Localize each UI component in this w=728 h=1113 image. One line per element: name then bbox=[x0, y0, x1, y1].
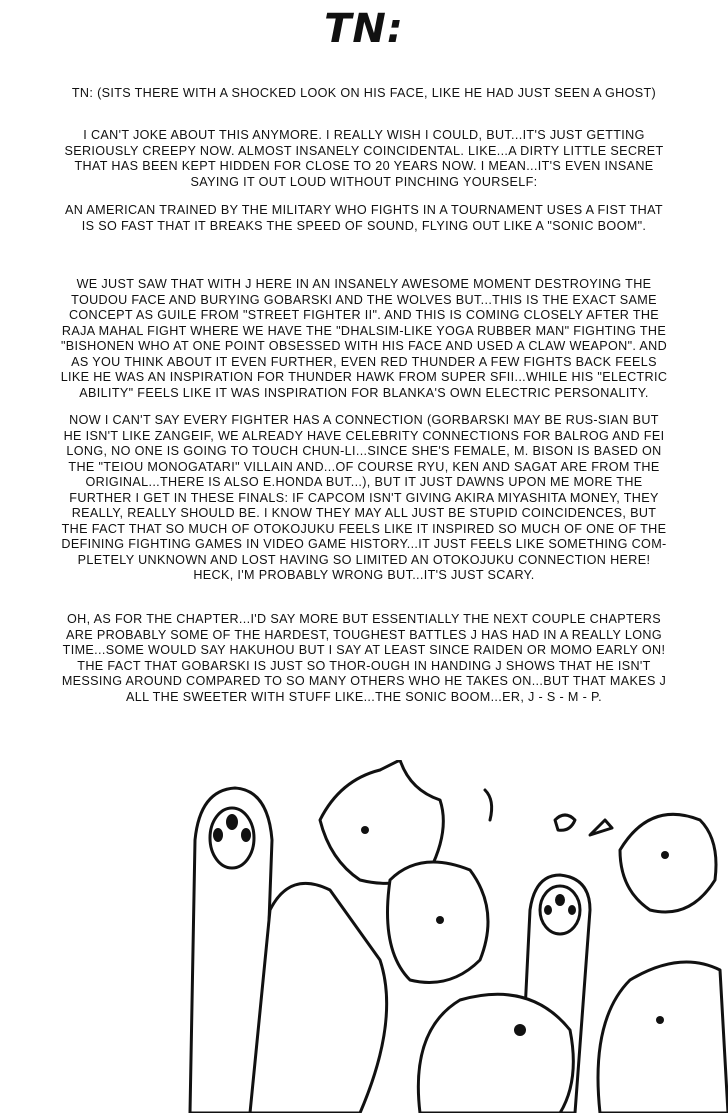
paragraph-3: AN AMERICAN TRAINED BY THE MILITARY WHO FIGHTS IN A TOURNAMENT USES A FIST THAT IS SO FAST THAT IT BREAKS THE SPEED OF SOUND, FLYING OUT LIKE A "SONIC BOOM". bbox=[65, 203, 663, 233]
wolf-head-bottom bbox=[418, 994, 573, 1113]
paragraph-4: WE JUST SAW THAT WITH J HERE IN AN INSANELY AWESOME MOMENT DESTROYING THE TOUDOU FACE AND BURYING GOBARSKI AND THE WOLVES BUT...THIS IS THE EXACT SAME CONCEPT AS GUILE FROM "STREET FIGHTER II". AND THIS IS COMING CLOSELY AFTER THE RAJA MAHAL FIGHT WHERE WE HAVE THE "DHALSIM-LIKE YOGA RUBBER MAN" FIGHTING THE "BISHONEN WHO AT ONE POINT OBSESSED WITH HIS FACE AND USED A CLAW WEAPON". AND AS YOU THINK ABOUT IT EVEN FURTHER, EVEN RED THUNDER A FEW FIGHTS BACK FEELS LIKE HE WAS AN INSPIRATION FOR THUNDER HAWK FROM SUPER SFII...WHILE HIS "ELECTRIC ABILITY" FEELS LIKE IT WAS INSPIRATION FOR BLANKA'S OWN ELECTRIC PERSONALITY. bbox=[60, 277, 668, 400]
page-title: TN: bbox=[324, 6, 404, 52]
wolf-head-right-top bbox=[620, 814, 716, 912]
paragraph-2: I CAN'T JOKE ABOUT THIS ANYMORE. I REALLY WISH I COULD, BUT...IT'S JUST GETTING SERIOUSLY CREEPY NOW. ALMOST INSANELY COINCIDENTAL. LIKE...A DIRTY LITTLE SECRET THAT HAS BEEN KEPT HIDDEN FOR CLOSE TO 20 YEARS NOW. I MEAN...IT'S EVEN INSANE SAYING IT OUT LOUD WITHOUT PINCHING YOURSELF: bbox=[64, 128, 664, 189]
wolf-head-left bbox=[250, 883, 387, 1113]
paragraph-1: TN: (SITS THERE WITH A SHOCKED LOOK ON HIS FACE, LIKE HE HAD JUST SEEN A GHOST) bbox=[71, 86, 657, 100]
wolves-illustration bbox=[0, 760, 728, 1113]
wolf-head-right-bottom bbox=[598, 962, 728, 1113]
paragraph-5: NOW I CAN'T SAY EVERY FIGHTER HAS A CONNECTION (GORBARSKI MAY BE RUS-SIAN BUT HE ISN'T LIKE ZANGEIF, WE ALREADY HAVE CELEBRITY CONNECTIONS FOR BALROG AND FEI LONG, NO ONE IS GOING TO TOUCH CHUN-LI...SINCE SHE'S FEMALE, M. BISON IS BASED ON THE "TEIOU MONOGATARI" VILLAIN AND...OF COURSE RYU, KEN AND SAGAT ARE FROM THE ORIGINAL...THERE IS ALSO E.HONDA BUT...), BUT IT JUST DAWNS UPON ME MORE THE FURTHER I GET IN THESE FINALS: IF CAPCOM ISN'T GIVING AKIRA MIYASHITA MONEY, THEY REALLY, REALLY SHOULD BE. I KNOW THEY MAY ALL JUST BE STUPID COINCIDENCES, BUT THE FACT THAT SO MUCH OF OTOKOJUKU FEELS LIKE IT INSPIRED SO MUCH OF ONE OF THE DEFINING FIGHTING GAMES IN VIDEO GAME HISTORY...IT JUST FEELS LIKE SOMETHING COM-PLETELY UNKNOWN AND LOST HAVING SO LIMITED AN OTOKOJUKU CONNECTION HERE! HECK, I'M PROBABLY WRONG BUT...IT'S JUST SCARY. bbox=[61, 413, 667, 582]
paragraph-6: OH, AS FOR THE CHAPTER...I'D SAY MORE BUT ESSENTIALLY THE NEXT COUPLE CHAPTERS ARE PROBABLY SOME OF THE HARDEST, TOUGHEST BATTLES J HAS HAD IN A REALLY LONG TIME...SOME WOULD SAY HAKUHOU BUT I SAY AT LEAST SINCE RAIDEN OR MOMO EARLY ON! THE FACT THAT GOBARSKI IS JUST SO THOR-OUGH IN HANDING J SHOWS THAT HE ISN'T MESSING AROUND COMPARED TO SO MANY OTHERS WHO HE TAKES ON...BUT THAT MAKES J ALL THE SWEETER WITH STUFF LIKE...THE SONIC BOOM...ER, J - S - M - P. bbox=[61, 612, 667, 704]
